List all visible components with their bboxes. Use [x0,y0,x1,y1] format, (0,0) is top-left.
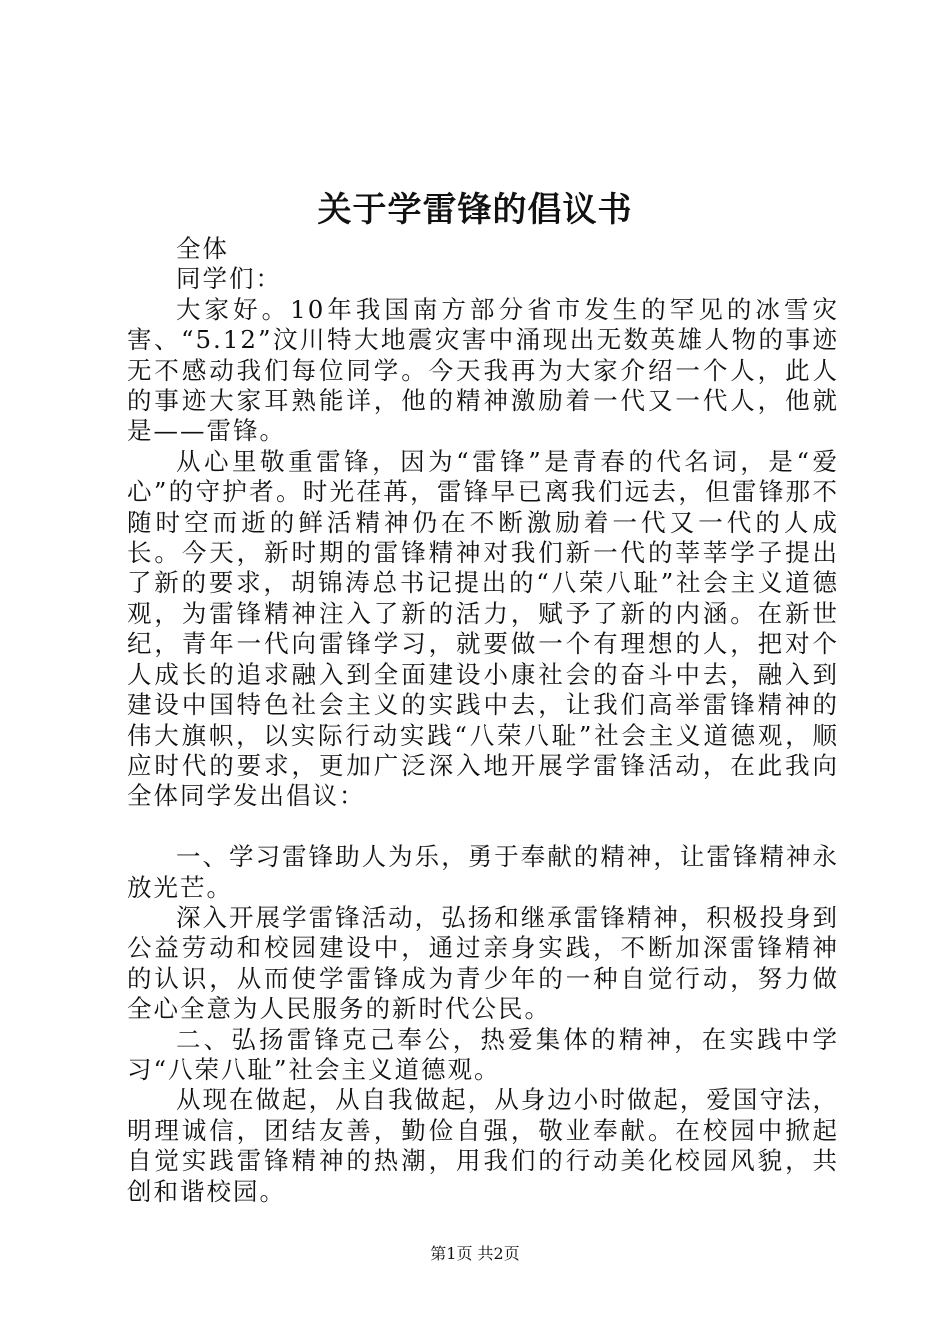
page-footer: 第1页 共2页 [430,1244,520,1263]
body-paragraph: 从现在做起，从自我做起，从身边小时做起，爱国守法，明理诚信，团结友善，勤俭自强，敬业奉献。在校园中掀起自觉实践雷锋精神的热潮，用我们的行动美化校园风貌，共创和谐校园。 [127,1085,839,1206]
body-paragraph: 深入开展学雷锋活动，弘扬和继承雷锋精神，积极投身到公益劳动和校园建设中，通过亲身实践，不断加深雷锋精神的认识，从而使学雷锋成为青少年的一种自觉行动，努力做全心全意为人民服务的新时代公民。 [127,902,839,1024]
proposal-heading: 一、学习雷锋助人为乐，勇于奉献的精神，让雷锋精神永放光芒。 [127,842,839,902]
proposal-heading: 二、弘扬雷锋克己奉公，热爱集体的精神，在实践中学习“八荣八耻”社会主义道德观。 [127,1024,839,1084]
document-title: 关于学雷锋的倡议书 [317,190,633,230]
document-body [127,234,839,1207]
body-paragraph: 从心里敬重雷锋，因为“雷锋”是青春的代名词，是“爱心”的守护者。时光荏苒，雷锋早已离我们远去，但雷锋那不随时空而逝的鲜活精神仍在不断激励着一代又一代的人成长。今天，新时期的雷锋精神对我们新一代的莘莘学子提出了新的要求，胡锦涛总书记提出的“八荣八耻”社会主义道德观，为雷锋精神注入了新的活力，赋予了新的内涵。在新世纪，青年一代向雷锋学习，就要做一个有理想的人，把对个人成长的追求融入到全面建设小康社会的奋斗中去，融入到建设中国特色社会主义的实践中去，让我们高举雷锋精神的伟大旗帜，以实际行动实践“八荣八耻”社会主义道德观，顺应时代的要求，更加广泛深入地开展学雷锋活动，在此我向全体同学发出倡议： [127,446,839,811]
salutation-line: 全体 [176,234,229,263]
body-paragraph: 大家好。10年我国南方部分省市发生的罕见的冰雪灾害、“5.12”汶川特大地震灾害中涌现出无数英雄人物的事迹无不感动我们每位同学。今天我再为大家介绍一个人，此人的事迹大家耳熟能详，他的精神激励着一代又一代人，他就是——雷锋。 [127,294,839,446]
salutation-line: 同学们： [176,264,282,294]
